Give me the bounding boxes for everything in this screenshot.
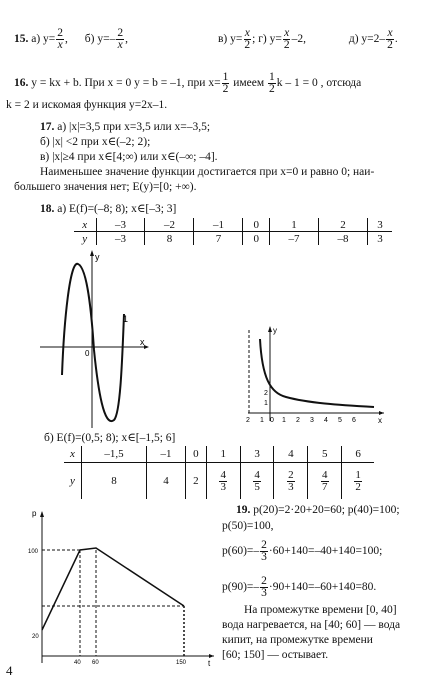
p19-line8: [60; 150] — остывает. [222, 649, 329, 661]
row-header: x [74, 218, 96, 232]
x-label: x [140, 337, 145, 347]
table-cell: 2 [185, 463, 206, 500]
table-cell: 5 [308, 446, 342, 463]
tick-label: 4 [324, 417, 328, 424]
table-cell: –7 [269, 232, 318, 246]
table-cell: 0 [185, 446, 206, 463]
problem-number: 15. [14, 33, 29, 46]
table-cell: 6 [342, 446, 374, 463]
table-cell [342, 463, 374, 500]
tick-label: 1 [282, 417, 286, 424]
temperature-line [42, 548, 184, 630]
problem-17 [40, 121, 210, 134]
tick-label: 100 [28, 549, 39, 555]
text: имеем [233, 77, 265, 90]
tick-label: 6 [352, 417, 356, 424]
values-table-b [64, 446, 374, 499]
arrow-icon [144, 345, 149, 349]
row-header: x [64, 446, 81, 463]
p19-line7: кипит, на промежутке времени [222, 634, 373, 646]
sep: . [394, 33, 398, 46]
fraction: $\frac{1}{2}$ [268, 71, 275, 95]
table-cell: 8 [81, 463, 146, 500]
tick-label: 5 [338, 417, 342, 424]
page-number: 4 [6, 663, 13, 678]
table-cell: –1,5 [81, 446, 146, 463]
problem-number: 17. [40, 121, 55, 133]
tick-label: 150 [176, 660, 187, 666]
fraction: $\frac{2}{3}$ [288, 468, 294, 493]
row-header: y [69, 475, 75, 487]
fraction: $\frac{1}{2}$ [355, 468, 361, 493]
arrow-icon [90, 250, 94, 256]
p19-line6: вода нагревается, на [40; 60] — вода [222, 619, 401, 631]
problem-17-text: Наименьшее значение функции достигается при x=0 и равно 0; наи- [40, 166, 375, 178]
fraction: $\frac{2}{3}$ [261, 539, 267, 563]
tick-label: 60 [92, 660, 99, 666]
answer-b: б) y=– [84, 33, 116, 46]
fraction: $\frac{4}{3}$ [220, 468, 226, 493]
arrow-icon [268, 326, 272, 332]
problem-number: 16. [14, 77, 29, 90]
p19-line4: p(90)=– $\frac{2}{3}$ ·90+140=–60+140=80. [222, 575, 377, 599]
table-cell [206, 463, 240, 500]
fraction: $\frac{x}{2}$ [283, 27, 290, 51]
answer-a: а) y= [31, 33, 56, 46]
fraction: $\frac{x}{2}$ [244, 27, 251, 51]
table-cell: 0 [243, 218, 270, 232]
x-label: x [378, 416, 382, 425]
sep: , [125, 33, 128, 46]
tick-label: 2 [296, 417, 300, 424]
p19-line5: На промежутке времени [0, 40] [244, 604, 397, 616]
tick-label: 1 [264, 400, 268, 407]
table-cell [274, 463, 308, 500]
table-cell: 3 [240, 446, 274, 463]
table-cell: 8 [145, 232, 194, 246]
p19-line2: p(50)=100, [222, 520, 274, 532]
table-cell [240, 463, 274, 500]
values-table-a [74, 218, 392, 245]
fraction: $\frac{2}{x}$ [57, 27, 64, 51]
x-label: t [208, 659, 211, 668]
table-cell: –2 [145, 218, 194, 232]
text: а) E(f)=(–8; 8); x∈[–3; 3] [57, 203, 177, 215]
table-cell: –1 [194, 218, 243, 232]
x-ticks [246, 417, 356, 424]
tick-label: 2 [264, 390, 268, 397]
problem-18-b: б) E(f)=(0,5; 8); x∈[–1,5; 6] [44, 432, 176, 444]
problem-15 [14, 28, 128, 51]
problem-number: 19. [236, 504, 251, 516]
answer-d: д) y=2– [348, 33, 386, 46]
fraction: $\frac{2}{3}$ [261, 575, 267, 599]
tick-label: 1 [123, 314, 129, 324]
function-curve [260, 339, 374, 407]
table-cell: 3 [367, 218, 392, 232]
row-header: y [82, 232, 88, 245]
fraction: $\frac{4}{5}$ [254, 468, 260, 493]
table-cell: 4 [147, 463, 186, 500]
arrow-icon [209, 654, 214, 658]
table-cell: 0 [243, 232, 270, 246]
tick-label: 1 [260, 417, 264, 424]
p19-line3: p(60)=– $\frac{2}{3}$ ·60+140=–40+140=100; [222, 539, 383, 563]
fraction: $\frac{1}{2}$ [222, 71, 229, 95]
graph-hyperbola [238, 325, 388, 425]
tick-label: 2 [246, 417, 250, 424]
table-cell: –8 [318, 232, 367, 246]
table-cell [308, 463, 342, 500]
text: y = kx + b. При x = 0 y = b = –1, при x= [31, 77, 221, 90]
tick-label: 0 [270, 417, 274, 424]
tick-label: 40 [74, 660, 81, 666]
problem-17-b: б) |x| <2 при x∈(–2; 2); [40, 136, 151, 148]
graph-temperature [28, 508, 218, 668]
fraction: $\frac{4}{7}$ [322, 468, 328, 493]
fraction: $\frac{x}{2}$ [387, 27, 393, 51]
problem-16-line2: k = 2 и искомая функция y=2x–1. [6, 99, 168, 111]
tick-label: 20 [32, 634, 39, 640]
problem-19 [236, 504, 400, 517]
y-label: p [32, 509, 37, 518]
answer-g: ; г) y= [252, 33, 282, 46]
tick-label: 3 [310, 417, 314, 424]
answer-v: в) y= [218, 33, 243, 46]
problem-18 [40, 203, 176, 216]
fraction: $\frac{2}{x}$ [117, 27, 124, 51]
arrow-icon [379, 411, 384, 415]
table-cell: 1 [269, 218, 318, 232]
table-cell: 4 [274, 446, 308, 463]
tick-label: 0 [85, 349, 90, 358]
y-label: y [273, 326, 277, 335]
table-cell: –3 [96, 232, 145, 246]
problem-number: 18. [40, 203, 55, 215]
table-cell: 1 [206, 446, 240, 463]
problem-16 [14, 72, 361, 95]
function-curve [62, 264, 124, 421]
y-label: y [95, 252, 100, 262]
arrow-icon [40, 511, 44, 517]
problem-17-text2: большего значения нет; E(y)=[0; +∞). [14, 181, 197, 193]
table-cell: 7 [194, 232, 243, 246]
problem-17-v: в) |x|≥4 при x∈[4;∞) или x∈(–∞; –4]. [40, 151, 218, 163]
sep: , [65, 33, 68, 46]
table-cell: –1 [147, 446, 186, 463]
table-cell: –3 [96, 218, 145, 232]
table-cell: 2 [318, 218, 367, 232]
table-cell: 3 [367, 232, 392, 246]
text: k – 1 = 0 , отсюда [276, 77, 362, 90]
problem-15-cont [218, 28, 398, 51]
text: а) |x|=3,5 при x=3,5 или x=–3,5; [57, 121, 211, 133]
sep: –2, [291, 33, 306, 46]
text: p(20)=2·20+20=60; p(40)=100; [253, 504, 400, 516]
graph-cubic [40, 250, 150, 430]
